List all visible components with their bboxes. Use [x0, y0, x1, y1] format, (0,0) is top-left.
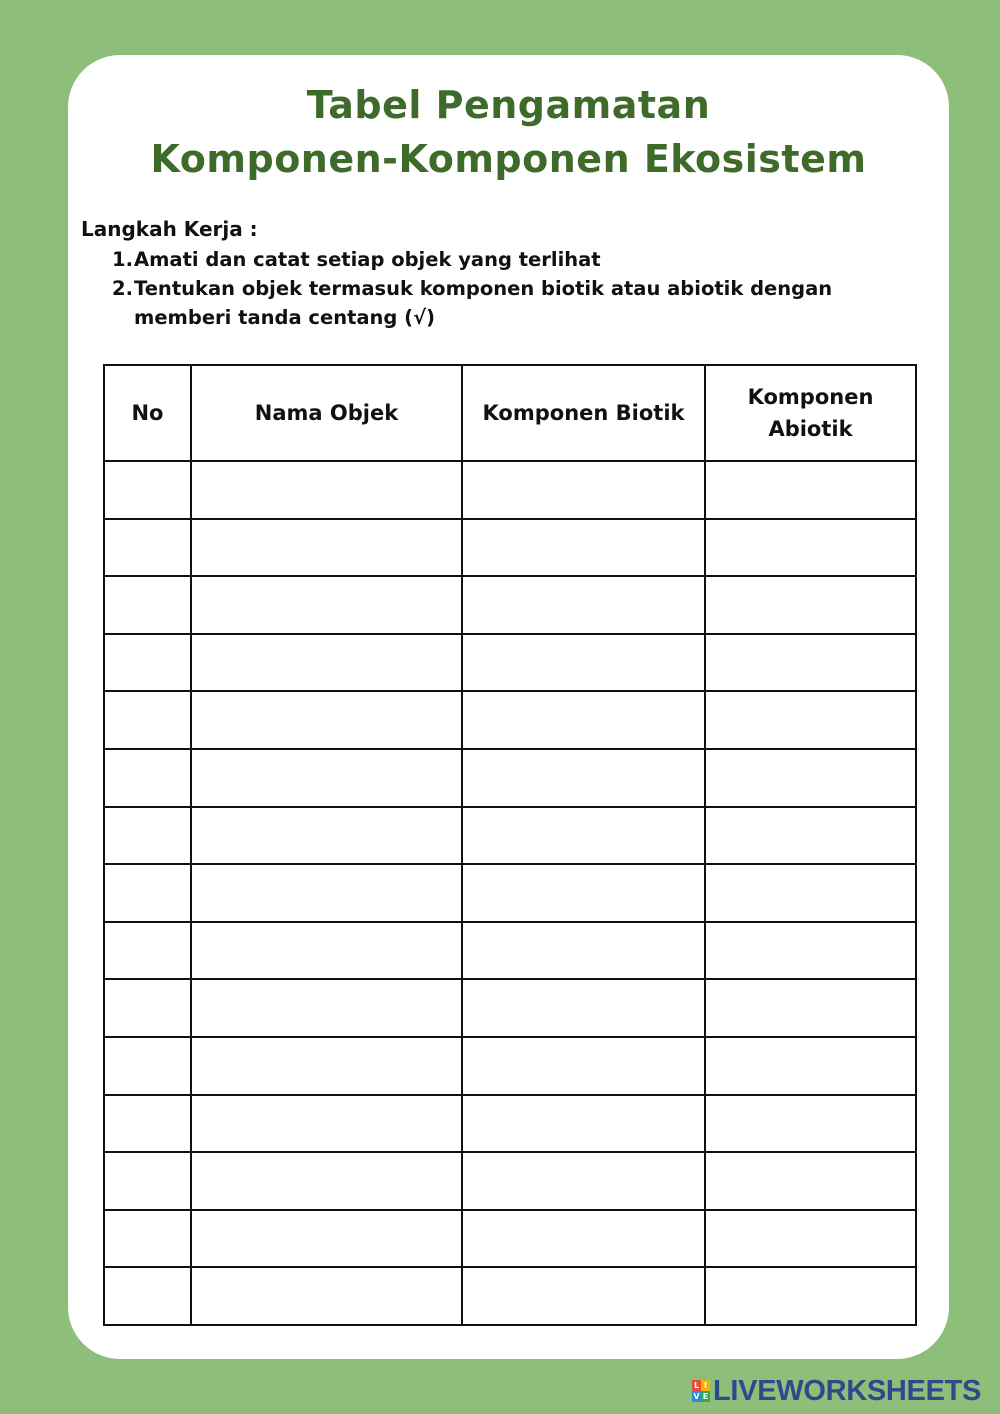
page-title-line-2: Komponen-Komponen Ekosistem — [150, 137, 867, 181]
cell-komponen-abiotik[interactable] — [705, 922, 916, 980]
cell-nama-objek[interactable] — [191, 576, 462, 634]
cell-nama-objek[interactable] — [191, 922, 462, 980]
cell-no[interactable] — [104, 461, 191, 519]
observation-table — [103, 364, 917, 1326]
table-row — [104, 1095, 916, 1153]
header-komponen-abiotik: Komponen Abiotik — [705, 365, 916, 461]
cell-nama-objek[interactable] — [191, 519, 462, 577]
table-row — [104, 691, 916, 749]
cell-no[interactable] — [104, 634, 191, 692]
cell-no[interactable] — [104, 1095, 191, 1153]
cell-komponen-biotik[interactable] — [462, 461, 705, 519]
cell-no[interactable] — [104, 1210, 191, 1268]
cell-komponen-biotik[interactable] — [462, 1037, 705, 1095]
cell-nama-objek[interactable] — [191, 807, 462, 865]
cell-nama-objek[interactable] — [191, 1267, 462, 1325]
cell-komponen-abiotik[interactable] — [705, 1267, 916, 1325]
cell-komponen-abiotik[interactable] — [705, 691, 916, 749]
table-row — [104, 634, 916, 692]
cell-no[interactable] — [104, 519, 191, 577]
logo-letter: L — [693, 1381, 700, 1390]
table-row — [104, 461, 916, 519]
cell-komponen-abiotik[interactable] — [705, 864, 916, 922]
step-number: 1. — [112, 248, 133, 271]
cell-nama-objek[interactable] — [191, 1037, 462, 1095]
cell-nama-objek[interactable] — [191, 864, 462, 922]
cell-komponen-biotik[interactable] — [462, 1152, 705, 1210]
liveworksheets-brand — [692, 1376, 981, 1406]
header-nama-objek: Nama Objek — [191, 365, 462, 461]
cell-nama-objek[interactable] — [191, 461, 462, 519]
page-title-line-1: Tabel Pengamatan — [306, 83, 711, 127]
table-body — [104, 461, 916, 1325]
liveworksheets-logo-icon — [692, 1380, 710, 1402]
logo-letter: I — [701, 1380, 710, 1391]
cell-nama-objek[interactable] — [191, 634, 462, 692]
cell-komponen-abiotik[interactable] — [705, 807, 916, 865]
cell-komponen-biotik[interactable] — [462, 922, 705, 980]
cell-komponen-abiotik[interactable] — [705, 519, 916, 577]
cell-nama-objek[interactable] — [191, 691, 462, 749]
cell-komponen-abiotik[interactable] — [705, 749, 916, 807]
table-row — [104, 979, 916, 1037]
table-row — [104, 576, 916, 634]
instructions-label: Langkah Kerja : — [81, 217, 258, 241]
cell-komponen-biotik[interactable] — [462, 1095, 705, 1153]
worksheet-card — [68, 55, 949, 1359]
cell-komponen-biotik[interactable] — [462, 519, 705, 577]
cell-komponen-biotik[interactable] — [462, 576, 705, 634]
instructions-list — [112, 245, 892, 332]
cell-komponen-biotik[interactable] — [462, 1267, 705, 1325]
instruction-step — [112, 245, 892, 274]
cell-komponen-abiotik[interactable] — [705, 1037, 916, 1095]
cell-komponen-abiotik[interactable] — [705, 634, 916, 692]
table-row — [104, 1037, 916, 1095]
step-text: Tentukan objek termasuk komponen biotik atau abiotik dengan memberi tanda centang (√) — [134, 277, 833, 329]
cell-komponen-abiotik[interactable] — [705, 1095, 916, 1153]
instruction-step — [112, 274, 892, 332]
cell-nama-objek[interactable] — [191, 1095, 462, 1153]
table-row — [104, 519, 916, 577]
table-row — [104, 749, 916, 807]
brand-text: LIVEWORKSHEETS — [713, 1374, 982, 1407]
cell-komponen-abiotik[interactable] — [705, 1152, 916, 1210]
table-row — [104, 864, 916, 922]
cell-no[interactable] — [104, 807, 191, 865]
cell-komponen-biotik[interactable] — [462, 634, 705, 692]
table-row — [104, 1267, 916, 1325]
cell-komponen-abiotik[interactable] — [705, 576, 916, 634]
cell-nama-objek[interactable] — [191, 749, 462, 807]
cell-no[interactable] — [104, 864, 191, 922]
header-no: No — [104, 365, 191, 461]
header-komponen-biotik: Komponen Biotik — [462, 365, 705, 461]
table-row — [104, 807, 916, 865]
cell-no[interactable] — [104, 576, 191, 634]
cell-komponen-abiotik[interactable] — [705, 461, 916, 519]
step-number: 2. — [112, 277, 133, 300]
table-row — [104, 922, 916, 980]
logo-letter: V — [693, 1392, 700, 1401]
cell-no[interactable] — [104, 749, 191, 807]
cell-komponen-biotik[interactable] — [462, 749, 705, 807]
cell-no[interactable] — [104, 979, 191, 1037]
cell-komponen-biotik[interactable] — [462, 864, 705, 922]
cell-nama-objek[interactable] — [191, 1210, 462, 1268]
cell-nama-objek[interactable] — [191, 1152, 462, 1210]
cell-no[interactable] — [104, 1267, 191, 1325]
cell-komponen-biotik[interactable] — [462, 807, 705, 865]
cell-komponen-biotik[interactable] — [462, 979, 705, 1037]
cell-komponen-abiotik[interactable] — [705, 979, 916, 1037]
cell-komponen-biotik[interactable] — [462, 691, 705, 749]
table-row — [104, 1210, 916, 1268]
table-header-row — [104, 365, 916, 461]
cell-no[interactable] — [104, 1152, 191, 1210]
step-text: Amati dan catat setiap objek yang terlihat — [134, 248, 601, 271]
table-row — [104, 1152, 916, 1210]
cell-nama-objek[interactable] — [191, 979, 462, 1037]
cell-komponen-biotik[interactable] — [462, 1210, 705, 1268]
logo-letter: E — [702, 1392, 709, 1401]
cell-no[interactable] — [104, 922, 191, 980]
cell-no[interactable] — [104, 691, 191, 749]
cell-komponen-abiotik[interactable] — [705, 1210, 916, 1268]
cell-no[interactable] — [104, 1037, 191, 1095]
